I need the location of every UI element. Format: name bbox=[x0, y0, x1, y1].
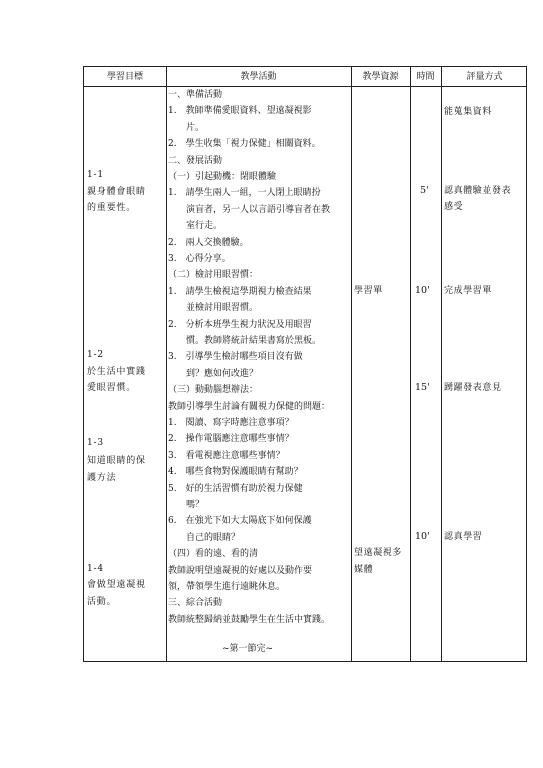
objective-3-code: 1-3 bbox=[87, 438, 104, 448]
header-time: 時間 bbox=[416, 72, 435, 82]
activity-line: 領，帶領學生進行遠眺休息。 bbox=[168, 582, 286, 592]
activity-line: 1. 教師準備愛眼資料、望遠凝視影 bbox=[168, 106, 312, 117]
objective-2-code: 1-2 bbox=[87, 350, 104, 360]
activity-line: （四）看的遠、看的清 bbox=[168, 549, 259, 560]
column-divider bbox=[166, 67, 167, 661]
end-note: ~第一節完~ bbox=[222, 644, 274, 654]
activity-line: 2. 學生收集「視力保健」相關資料。 bbox=[168, 139, 321, 150]
activity-line: 2. 分析本班學生視力狀況及用眼習 bbox=[168, 319, 312, 330]
activity-line: 一、準備活動 bbox=[168, 90, 223, 100]
activity-line: 教師引導學生討論有關視力保健的問題： bbox=[168, 401, 331, 412]
header-activity: 教學活動 bbox=[240, 72, 277, 82]
activity-line: 片。 bbox=[168, 122, 205, 133]
activity-line: 到？應如何改進？ bbox=[168, 368, 259, 379]
objective-4-text: 活動。 bbox=[87, 597, 117, 607]
activity-line: 二、發展活動 bbox=[168, 155, 223, 166]
activity-line: 教師說明望遠凝視的好處以及動作要 bbox=[168, 565, 313, 576]
activity-line: 4. 哪些食物對保護眼睛有幫助？ bbox=[168, 467, 303, 478]
activity-line: 3. 心得分享。 bbox=[168, 254, 231, 264]
activity-line: 演盲者，另一人以言語引導盲者在教 bbox=[168, 204, 331, 215]
resource-worksheet: 學習單 bbox=[354, 286, 383, 296]
activity-line: （二）檢討用眼習慣： bbox=[168, 270, 259, 281]
activity-line: （三）動動腦想辦法： bbox=[168, 385, 259, 396]
assessment-text: 踴躍發表意見 bbox=[444, 383, 502, 393]
time-value: 10' bbox=[415, 285, 430, 296]
time-value: 10' bbox=[415, 531, 430, 542]
resource-media: 望遠凝視多 bbox=[354, 548, 403, 558]
activity-line: 3. 引導學生檢討哪些項目沒有做 bbox=[168, 352, 303, 363]
activity-line: 6. 在強光下如大太陽底下如何保護 bbox=[168, 516, 312, 527]
objective-4-code: 1-4 bbox=[87, 564, 104, 574]
activity-line: 3. 看電視應注意哪些事情？ bbox=[168, 450, 285, 461]
activity-line: 5. 好的生活習慣有助於視力保健 bbox=[168, 483, 303, 494]
activity-line: 慣。教師將統計結果書寫於黑板。 bbox=[168, 336, 322, 346]
assessment-text: 能蒐集資料 bbox=[444, 107, 493, 117]
column-divider bbox=[410, 67, 411, 661]
activity-line: 室行走。 bbox=[168, 221, 223, 232]
time-value: 5' bbox=[420, 185, 429, 196]
activity-line: 嗎？ bbox=[168, 500, 205, 510]
activity-line: 2. 操作電腦應注意哪些事情？ bbox=[168, 434, 294, 445]
objective-3-text: 知道眼睛的保 bbox=[87, 456, 146, 466]
assessment-text: 認真體驗並發表 bbox=[444, 186, 512, 196]
header-resource: 教學資源 bbox=[362, 72, 399, 82]
activity-line: 並檢討用眼習慣。 bbox=[168, 303, 259, 314]
header-assessment: 評量方式 bbox=[466, 72, 503, 82]
column-divider bbox=[351, 67, 352, 661]
objective-2-text: 愛眼習慣。 bbox=[87, 383, 137, 393]
objective-4-text: 會做望遠凝視 bbox=[87, 580, 146, 590]
activity-line: 2. 兩人交換體驗。 bbox=[168, 237, 249, 248]
activity-line: 1. 請學生檢視這學期視力檢查結果 bbox=[168, 286, 312, 297]
activity-line: 1. 請學生兩人一組，一人閉上眼睛扮 bbox=[168, 188, 321, 199]
column-divider bbox=[441, 67, 442, 661]
activity-line: 自己的眼睛？ bbox=[168, 532, 241, 543]
header-objective: 學習目標 bbox=[106, 72, 143, 82]
lesson-plan-table bbox=[83, 66, 527, 662]
assessment-text: 完成學習單 bbox=[444, 286, 493, 296]
objective-2-text: 於生活中實踐 bbox=[87, 367, 146, 377]
assessment-text: 認真學習 bbox=[444, 532, 483, 542]
resource-media: 媒體 bbox=[354, 565, 374, 575]
objective-1-code: 1-1 bbox=[87, 170, 104, 180]
activity-line: （一）引起動機：閉眼體驗 bbox=[168, 172, 277, 182]
objective-3-text: 護方法 bbox=[87, 473, 117, 483]
objective-1-text: 親身體會眼睛 bbox=[87, 187, 146, 197]
activity-line: 1. 閱讀、寫字時應注意事項？ bbox=[168, 418, 294, 428]
activity-line: 三、綜合活動 bbox=[168, 598, 223, 609]
time-value: 15' bbox=[415, 382, 430, 393]
activity-line: 教師統整歸納並鼓勵學生在生活中實踐。 bbox=[168, 614, 331, 625]
objective-1-text: 的重要性。 bbox=[87, 203, 137, 213]
header-divider bbox=[84, 86, 526, 87]
assessment-text: 感受 bbox=[444, 202, 464, 212]
